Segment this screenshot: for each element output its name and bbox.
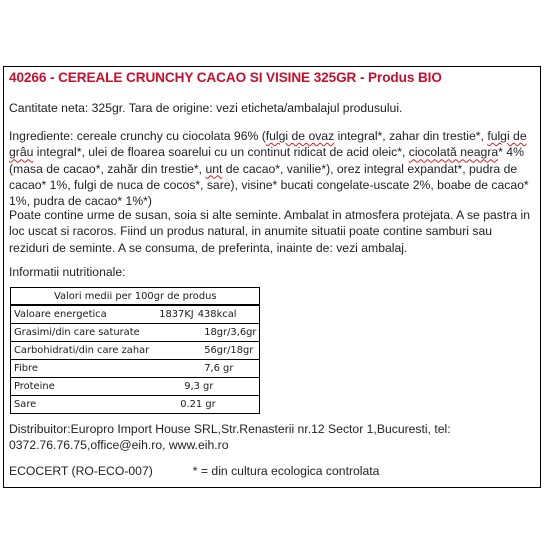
product-title: 40266 - CEREALE CRUNCHY CACAO SI VISINE 325GR - Produs BIO bbox=[9, 70, 442, 85]
distributor-text: Distribuitor:Europro Import House SRL,Str.Renasterii nr.12 Sector 1,Bucuresti, tel: 0372.76.76.75,office@eih.ro, www.eih.ro bbox=[9, 422, 451, 453]
energy-kcal: 438kcal bbox=[197, 309, 237, 320]
eco-certification bbox=[9, 463, 531, 479]
nutrition-table-header: Valori medii per 100gr de produs bbox=[11, 288, 260, 306]
eco-note: * = din cultura ecologica controlata bbox=[192, 464, 380, 478]
spellcheck-word: ciocolată neagra bbox=[408, 145, 499, 160]
nutrient-value: 56gr/18gr bbox=[152, 342, 260, 360]
nutrient-value: 0.21 gr bbox=[152, 396, 260, 414]
spellcheck-word: unt bbox=[205, 161, 223, 176]
nutrition-heading: Informatii nutritionale: bbox=[9, 265, 126, 279]
nutrient-value: 9,3 gr bbox=[152, 378, 260, 396]
energy-kj: 1837KJ bbox=[159, 309, 194, 320]
eco-cert-code: ECOCERT (RO-ECO-007) bbox=[9, 464, 153, 478]
nutrient-name: Fibre bbox=[11, 360, 153, 378]
nutrient-value: 18gr/3,6gr bbox=[152, 324, 260, 342]
nutrient-name: Proteine bbox=[11, 378, 153, 396]
table-row bbox=[11, 324, 260, 342]
net-quantity-text: Cantitate neta: 325gr. Tara de origine: vezi eticheta/ambalajul produsului. bbox=[9, 101, 403, 115]
ingredients-text: Ingrediente: cereale crunchy cu ciocolata 96% (fulgi de ovaz integral*, zahar din trestie*, fulgi de grâu integral*, ulei de floarea soarelui cu un continut ridicat de acid oleic*, ciocolată neagra* 4% (masa de cacao*, zahăr din trestie*, unt de cacao*, vanilie*), orez integral expandat*, pudra de cacao* 1%, fulgi de nuca de cocos*, sare), visine* bucati congelate-uscate 2%, boabe de cacao* 1%, pudra de cacao* 1%*) bbox=[9, 129, 529, 209]
product-sheet bbox=[3, 66, 541, 488]
nutrient-value: 7,6 gr bbox=[152, 360, 260, 378]
table-row bbox=[11, 305, 260, 324]
spellcheck-word: fulgi de grâu bbox=[9, 129, 527, 160]
nutrient-name: Sare bbox=[11, 396, 153, 414]
nutrient-name: Carbohidrati/din care zahar bbox=[11, 342, 153, 360]
table-row bbox=[11, 396, 260, 414]
table-row bbox=[11, 342, 260, 360]
storage-warnings-text: Poate contine urme de susan, soia si alte seminte. Ambalat in atmosfera protejata. A se pastra in loc uscat si racoros. Fiind un produs natural, in anumite situatii poate contine samburi sau reziduri de seminte. A se consuma, de preferinta, inainte de: vezi ambalaj. bbox=[9, 208, 530, 255]
spellcheck-word: fulgi de ovaz bbox=[265, 129, 335, 143]
nutrient-name: Grasimi/din care saturate bbox=[11, 324, 153, 342]
table-row bbox=[11, 378, 260, 396]
nutrient-name: Valoare energetica bbox=[11, 305, 153, 324]
nutrition-table bbox=[10, 287, 260, 414]
nutrient-value bbox=[152, 305, 260, 324]
table-row bbox=[11, 360, 260, 378]
